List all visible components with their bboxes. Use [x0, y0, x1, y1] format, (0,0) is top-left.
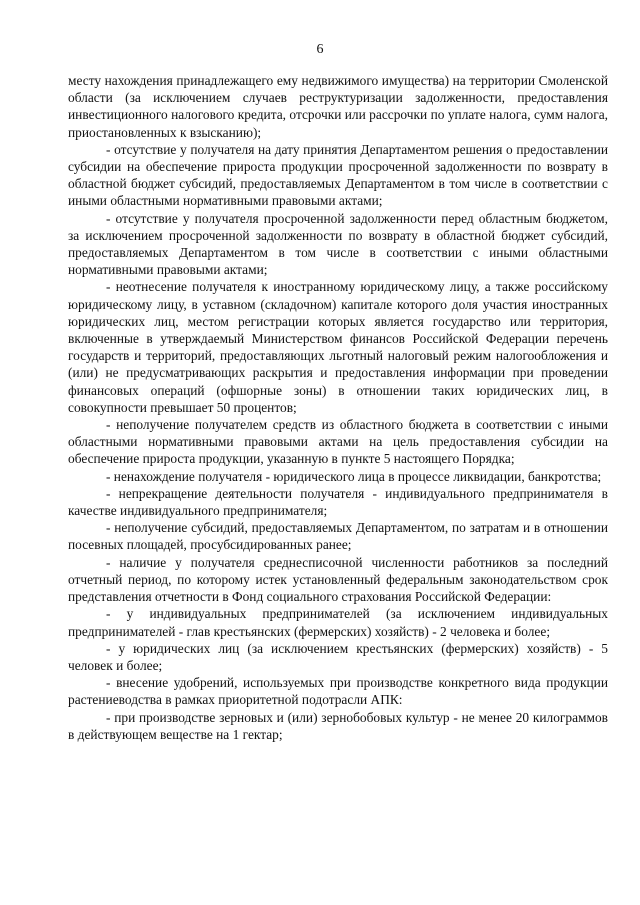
paragraph-12: - внесение удобрений, используемых при производстве конкретного вида продукции растениеводства в рамках приоритетной подотрасли АПК: [68, 675, 608, 708]
paragraph-5: - неполучение получателем средств из областного бюджета в соответствии с иными областными нормативными правовыми актами на цель предоставления субсидии на обеспечение прироста продукции, указанную в пункте 5 настоящего Порядка; [68, 417, 608, 467]
paragraph-4: - неотнесение получателя к иностранному юридическому лицу, а также российскому юридическому лицу, в уставном (складочном) капитале которого доля участия иностранных юридических лиц, местом регистрации которых является государство или территория, включенные в утверждаемый Министерством финансов Российской Федерации перечень государств и территорий, предоставляющих льготный налоговый режим налогообложения и (или) не предусматривающих раскрытия и предоставления информации при проведении финансовых операций (офшорные зоны) в отношении таких юридических лиц, в совокупности превышает 50 процентов; [68, 279, 608, 415]
paragraph-9: - наличие у получателя среднесписочной численности работников за последний отчетный период, по которому истек установленный федеральным законодательством срок представления отчетности в Фонд социального страхования Российской Федерации: [68, 554, 608, 605]
paragraph-10: - у индивидуальных предпринимателей (за исключением индивидуальных предпринимателей - глав крестьянских (фермерских) хозяйств) - 2 человека и более; [68, 606, 608, 639]
document-body [68, 72, 608, 743]
paragraph-7: - непрекращение деятельности получателя - индивидуального предпринимателя в качестве индивидуального предпринимателя; [68, 485, 608, 519]
paragraph-13: - при производстве зерновых и (или) зернобобовых культур - не менее 20 килограммов в действующем веществе на 1 гектар; [68, 709, 608, 742]
page-number: 6 [316, 42, 324, 57]
paragraph-2: - отсутствие у получателя на дату принятия Департаментом решения о предоставлении субсидии на обеспечение прироста продукции просроченной задолженности по возврату в областной бюджет субсидий, предоставляемых Департаментом в том числе в соответствии с иными областными нормативными правовыми актами; [68, 141, 608, 209]
paragraph-8: - неполучение субсидий, предоставляемых Департаментом, по затратам и в отношении посевных площадей, просубсидированных ранее; [68, 520, 608, 553]
paragraph-1: месту нахождения принадлежащего ему недвижимого имущества) на территории Смоленской области (за исключением случаев реструктуризации задолженности, предоставления инвестиционного налогового кредита, отсрочки или рассрочки по уплате налога, сумм налога, приостановленных к взысканию); [68, 73, 608, 140]
paragraph-11: - у юридических лиц (за исключением крестьянских (фермерских) хозяйств) - 5 человек и более; [68, 640, 608, 673]
paragraph-3: - отсутствие у получателя просроченной задолженности перед областным бюджетом, за исключением просроченной задолженности по возврату в областной бюджет субсидий, предоставляемых Департаментом в том числе в соответствии с иными областными нормативными правовыми актами; [68, 210, 608, 278]
paragraph-6: - ненахождение получателя - юридического лица в процессе ликвидации, банкротства; [106, 468, 602, 484]
